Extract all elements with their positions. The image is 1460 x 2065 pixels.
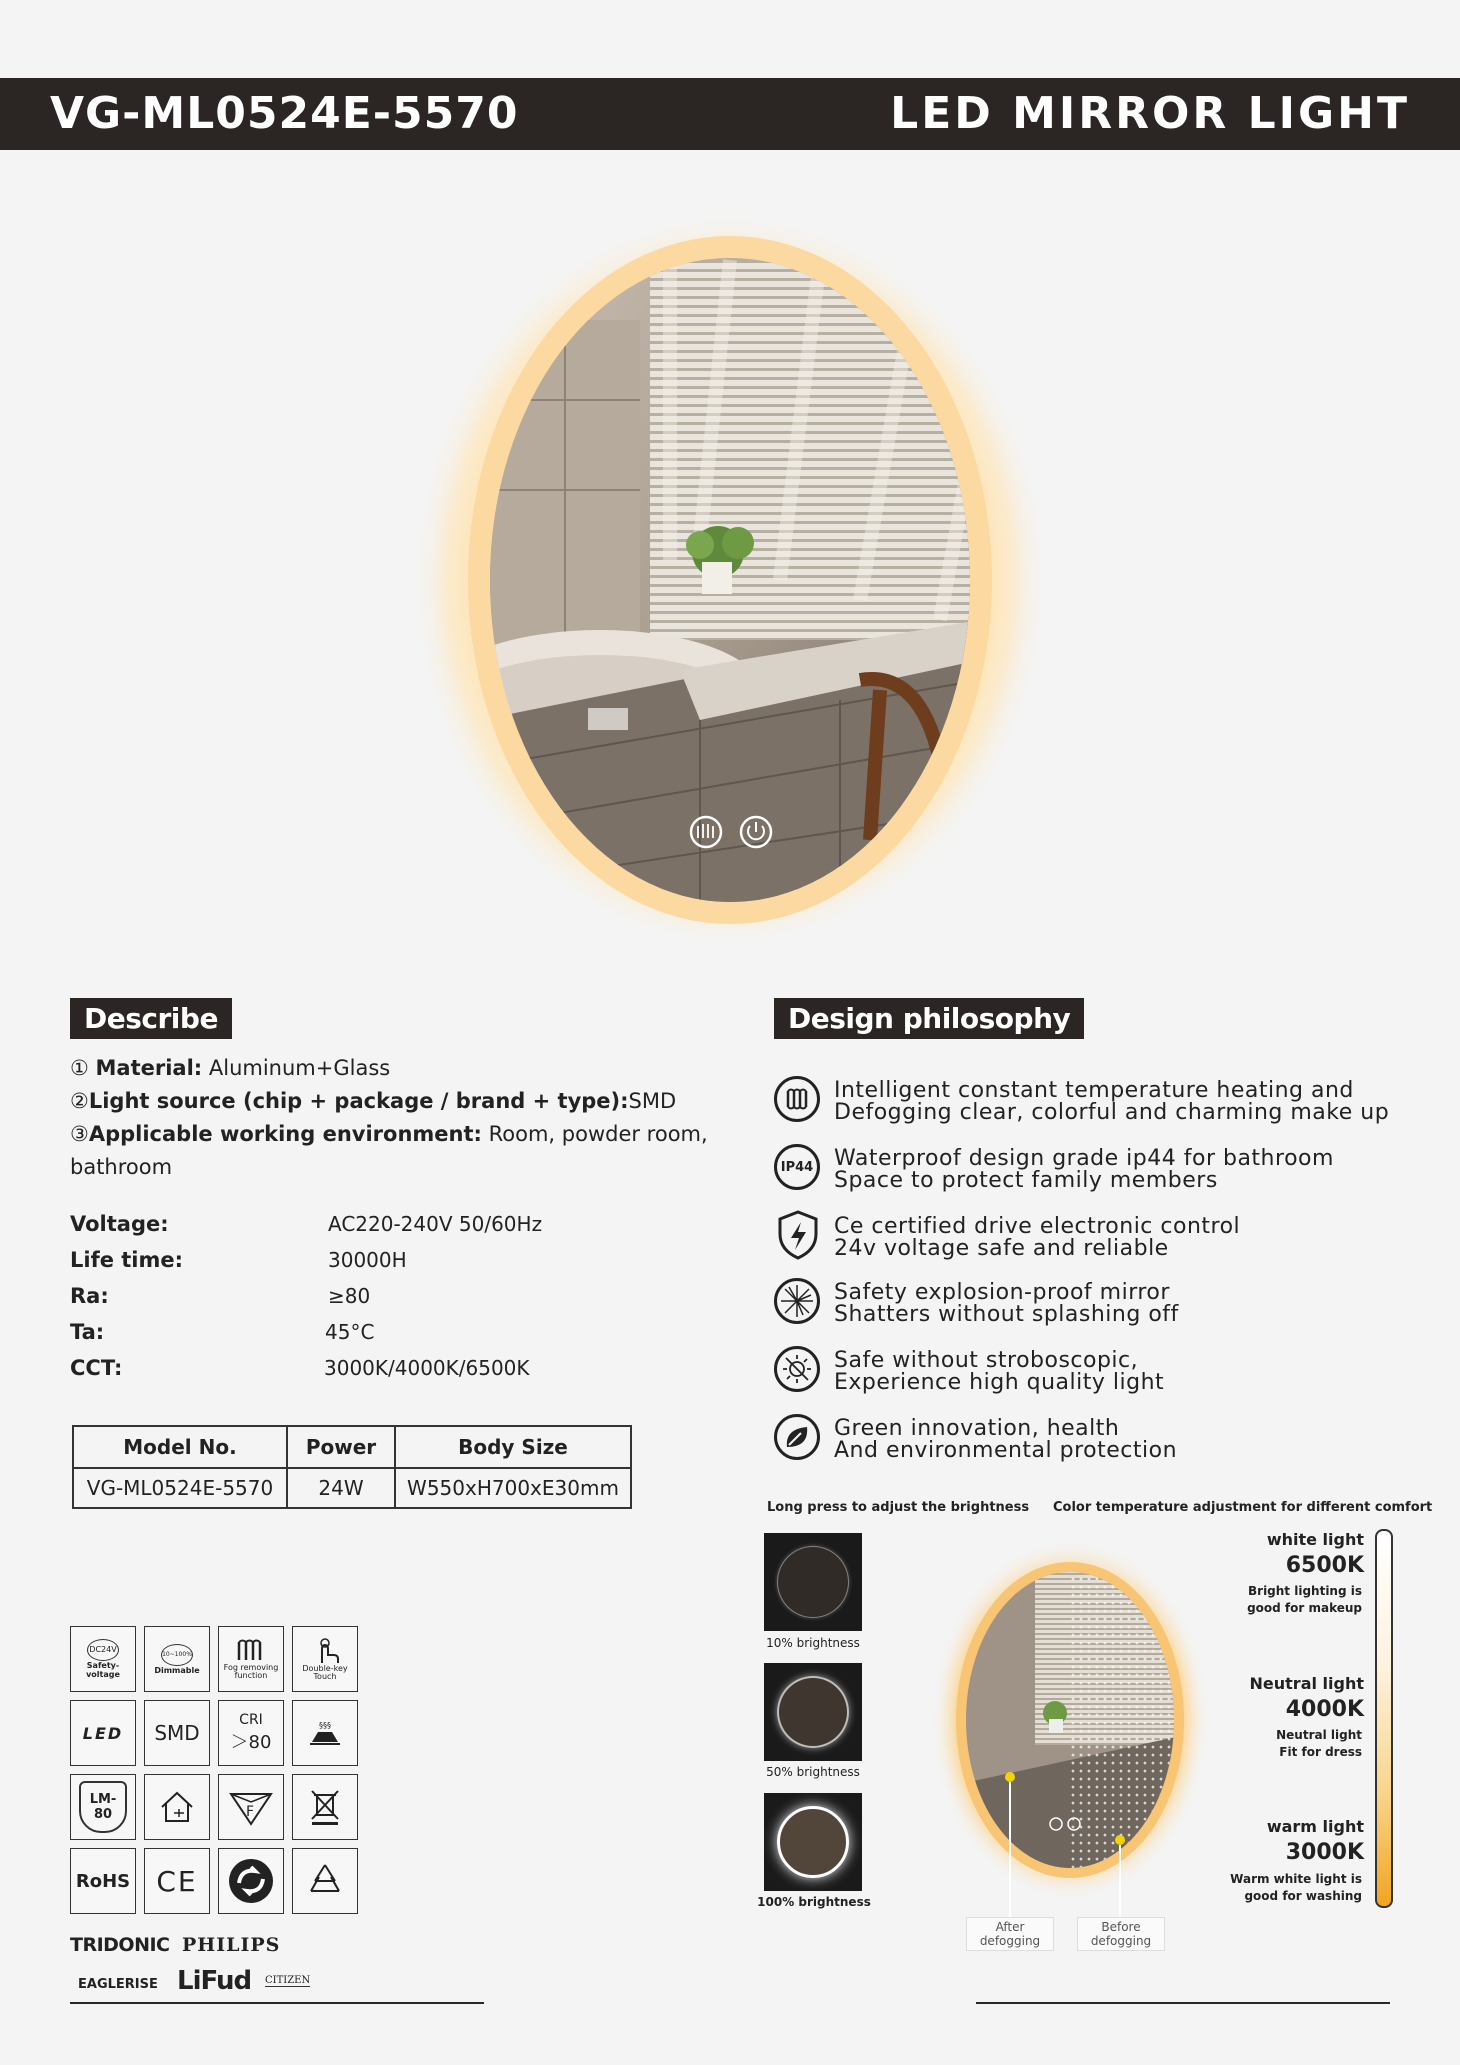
shatter-icon	[774, 1278, 820, 1324]
dimmable-range-label: 10~100%	[161, 1644, 193, 1666]
model-title: VG-ML0524E-5570	[50, 88, 519, 139]
brightness-label-10: 10% brightness	[766, 1636, 860, 1650]
mirror-hero-image	[400, 200, 1060, 960]
brand-logo-eaglerise: EAGLERISE	[78, 1977, 158, 1992]
heat-lamp-icon	[310, 1730, 340, 1746]
design-philosophy-heading: Design philosophy	[774, 998, 1084, 1039]
lm80-badge: LM-80	[70, 1774, 136, 1840]
material-line: ① Material: Aluminum+Glass	[70, 1056, 391, 1080]
recycle-badge	[292, 1848, 358, 1914]
spec-value-voltage: AC220-240V 50/60Hz	[328, 1212, 543, 1236]
leaf-icon	[774, 1414, 820, 1460]
brightness-label-50: 50% brightness	[766, 1765, 860, 1779]
spec-value-ta: 45°C	[325, 1320, 375, 1344]
crossed-bin-icon	[308, 1787, 342, 1827]
power-touch-icon	[750, 820, 774, 844]
fog-removing-badge	[218, 1626, 284, 1692]
brand-logo-tridonic: TRIDONIC	[70, 1934, 170, 1956]
before-marker-line	[1119, 1845, 1121, 1918]
spec-value-lifetime: 30000H	[328, 1248, 407, 1272]
heating-touch-icon	[700, 820, 724, 844]
ct-value-6500k: 6500K	[1285, 1553, 1364, 1578]
ct-name-white: white light	[1266, 1530, 1364, 1549]
after-marker-dot	[1005, 1772, 1015, 1782]
table-cell-model: VG-ML0524E-5570	[73, 1468, 287, 1508]
table-cell-power: 24W	[287, 1468, 395, 1508]
table-header-size: Body Size	[395, 1426, 631, 1468]
green-dot-icon	[227, 1857, 275, 1905]
heat-lines-label: §§§	[319, 1720, 331, 1730]
safety-voltage-label: Safety-voltage	[86, 1661, 120, 1679]
color-temp-title: Color temperature adjustment for different comfort	[1053, 1500, 1433, 1515]
heating-icon	[774, 1076, 820, 1122]
smd-badge: SMD	[144, 1700, 210, 1766]
footer-rule-left	[70, 2002, 484, 2004]
heat-lamp-badge	[292, 1700, 358, 1766]
color-temp-slider-bar	[1375, 1529, 1393, 1908]
ct-name-warm: warm light	[1266, 1817, 1364, 1836]
hand-touch-icon	[310, 1637, 340, 1665]
weee-badge	[292, 1774, 358, 1840]
after-defogging-label: After defogging	[966, 1917, 1054, 1951]
ct-note-warm-2: good for washing	[1244, 1889, 1362, 1903]
product-type-title: LED MIRROR LIGHT	[890, 88, 1410, 139]
brightness-thumb-50	[764, 1663, 862, 1761]
no-flicker-icon	[774, 1346, 820, 1392]
before-defogging-label: Before defogging	[1077, 1917, 1165, 1951]
defog-mirror-image	[925, 1535, 1215, 1905]
indoor-use-badge	[144, 1774, 210, 1840]
f-mark-badge	[218, 1774, 284, 1840]
table-header-power: Power	[287, 1426, 395, 1468]
brightness-thumb-10	[764, 1533, 862, 1631]
dimmable-badge	[144, 1626, 210, 1692]
spec-value-ra: ≥80	[328, 1284, 371, 1308]
cri-badge: CRI ＞80	[218, 1700, 284, 1766]
ct-note-neutral-1: Neutral light	[1276, 1728, 1362, 1742]
ct-note-white-1: Bright lighting is	[1248, 1584, 1362, 1598]
dc24v-label: DC24V	[87, 1639, 119, 1661]
brightness-title: Long press to adjust the brightness	[767, 1500, 1030, 1515]
table-header-model: Model No.	[73, 1426, 287, 1468]
spec-label-ra: Ra:	[70, 1284, 109, 1308]
green-dot-badge	[218, 1848, 284, 1914]
led-badge: LED	[70, 1700, 136, 1766]
model-table	[72, 1425, 632, 1509]
spec-label-voltage: Voltage:	[70, 1212, 169, 1236]
spec-value-cct: 3000K/4000K/6500K	[324, 1356, 530, 1380]
safety-voltage-badge	[70, 1626, 136, 1692]
ct-note-white-2: good for makeup	[1247, 1601, 1362, 1615]
ct-value-4000k: 4000K	[1285, 1697, 1364, 1722]
f-mark-icon	[229, 1788, 273, 1826]
brightness-label-100: 100% brightness	[757, 1895, 871, 1909]
spec-label-cct: CCT:	[70, 1356, 123, 1380]
table-cell-size: W550xH700xE30mm	[395, 1468, 631, 1508]
spec-label-lifetime: Life time:	[70, 1248, 184, 1272]
brand-logo-citizen: CITIZEN	[265, 1975, 311, 1986]
light-source-line: ②Light source (chip + package / brand + type):SMD	[70, 1089, 677, 1113]
shield-bolt-icon	[776, 1210, 820, 1260]
fog-label: Fog removing function	[223, 1663, 279, 1680]
after-marker-line	[1009, 1782, 1011, 1918]
ct-name-neutral: Neutral light	[1249, 1674, 1364, 1693]
ip44-icon: IP44	[774, 1144, 820, 1190]
fog-waves-icon	[234, 1638, 268, 1664]
brightness-ring	[777, 1676, 849, 1748]
dimmable-label: Dimmable	[154, 1665, 200, 1675]
environment-line: ③Applicable working environment: Room, powder room,	[70, 1122, 708, 1146]
touch-label: Double-key Touch	[302, 1664, 348, 1681]
brightness-thumb-100	[764, 1793, 862, 1891]
brand-logo-lifud: LiFud	[177, 1966, 252, 1996]
svg-text:F: F	[246, 1804, 255, 1820]
brand-logo-philips: PHILIPS	[182, 1934, 281, 1956]
ct-note-warm-1: Warm white light is	[1230, 1872, 1362, 1886]
ct-note-neutral-2: Fit for dress	[1279, 1745, 1362, 1759]
recycle-icon	[303, 1861, 347, 1901]
touch-badge	[292, 1626, 358, 1692]
ce-badge: CE	[144, 1848, 210, 1914]
ct-value-3000k: 3000K	[1285, 1840, 1364, 1865]
before-marker-dot	[1115, 1835, 1125, 1845]
brightness-ring	[777, 1806, 849, 1878]
brightness-ring	[777, 1546, 849, 1618]
rohs-badge: RoHS	[70, 1848, 136, 1914]
house-icon	[157, 1789, 197, 1825]
cert-grid	[70, 1626, 358, 1914]
spec-label-ta: Ta:	[70, 1320, 105, 1344]
describe-heading: Describe	[70, 998, 232, 1039]
footer-rule-right	[976, 2002, 1390, 2004]
environment-line-cont: bathroom	[70, 1155, 173, 1179]
